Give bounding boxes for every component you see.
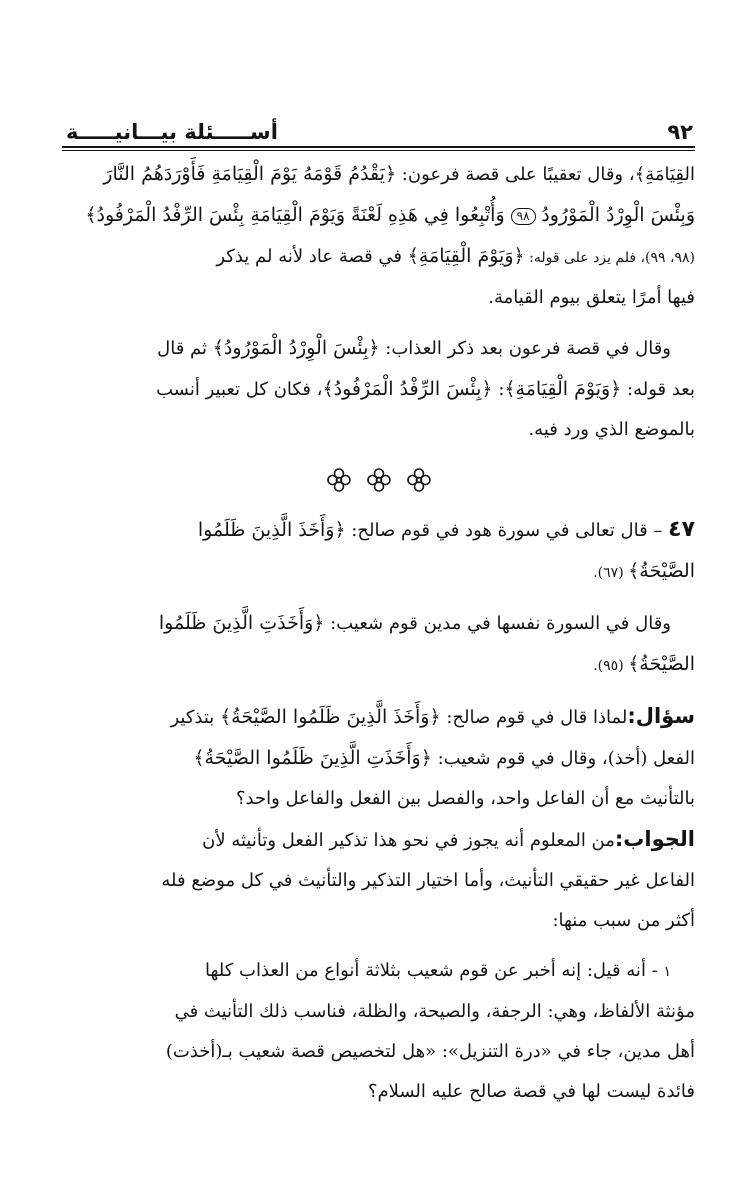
verse-number-marker: ٩٨ <box>511 208 536 225</box>
text-line: بالتأنيث مع أن الفاعل واحد، والفصل بين الفعل والفاعل واحد؟ <box>235 788 695 809</box>
header-rule-thin <box>62 150 695 151</box>
text-line: الفاعل غير حقيقي التأنيث، وأما اختيار التذكير والتأنيث في كل موضع فله <box>161 870 695 891</box>
text-line: فائدة ليست لها في قصة صالح عليه السلام؟ <box>367 1081 695 1102</box>
book-page <box>62 112 695 1112</box>
text-line: القِيَامَةِ﴾، وقال تعقيبًا على قصة فرعون: ﴿يَقْدُمُ قَوْمَهُ يَوْمَ الْقِيَامَةِ فَأَوْرَدَهُمُ النَّارَ <box>103 163 695 185</box>
quran-quote: ﴿وَيَوْمَ الْقِيَامَةِ﴾ <box>504 378 622 400</box>
text-line: الجواب:من المعلوم أنه يجوز في نحو هذا تذكير الفعل وتأنيثه لأن <box>202 827 695 851</box>
section-separator <box>62 450 695 510</box>
text-line: ٤٧ – قال تعالى في سورة هود في قوم صالح: ﴿وَأَخَذَ الَّذِينَ ظَلَمُوا <box>197 517 695 542</box>
quran-quote: وَبِئْسَ الْوِرْدُ الْمَوْرُودُ <box>541 204 695 226</box>
quran-quote: الصَّيْحَةُ﴾ <box>628 560 695 582</box>
page-header <box>62 112 695 146</box>
text-line: أكثر من سبب منها: <box>552 910 695 931</box>
quran-quote: ﴿بِئْسَ الْوِرْدُ الْمَوْرُودُ﴾ <box>212 337 380 359</box>
quran-quote: ﴿وَأَخَذَ الَّذِينَ ظَلَمُوا <box>197 519 346 541</box>
quran-quote: ﴿يَقْدُمُ قَوْمَهُ يَوْمَ الْقِيَامَةِ فَأَوْرَدَهُمُ النَّارَ <box>103 163 397 185</box>
text-line: سؤال:لماذا قال في قوم صالح: ﴿وَأَخَذَ الَّذِينَ ظَلَمُوا الصَّيْحَةُ﴾ بتذكير <box>170 704 695 728</box>
quran-quote: ﴿وَأَخَذَتِ الَّذِينَ ظَلَمُوا <box>158 612 325 634</box>
text-line: (٩٨، ٩٩)، فلم يزد على قوله: ﴿وَيَوْمَ الْقِيَامَةِ﴾ في قصة عاد لأنه لم يذكر <box>216 245 695 267</box>
quran-quote: ﴿وَيَوْمَ الْقِيَامَةِ﴾ <box>407 245 525 267</box>
text-line: الصَّيْحَةُ﴾ (٩٥). <box>593 653 695 675</box>
text-line: وقال في قصة فرعون بعد ذكر العذاب: ﴿بِئْسَ الْوِرْدُ الْمَوْرُودُ﴾ ثم قال <box>157 337 671 359</box>
quran-quote: ﴿وَأَخَذَ الَّذِينَ ظَلَمُوا الصَّيْحَةُ﴾ <box>220 706 441 728</box>
text-line: الصَّيْحَةُ﴾ (٦٧). <box>593 560 695 582</box>
question-label: سؤال: <box>627 704 695 728</box>
text-line: مؤنثة الألفاظ، وهي: الرجفة، والصيحة، والظلة، فناسب ذلك التأنيث في <box>174 1001 695 1022</box>
flower-ornament-icon <box>326 467 352 493</box>
quran-quote: وَأُتْبِعُوا فِي هَذِهِ لَعْنَةً وَيَوْمَ الْقِيَامَةِ بِئْسَ الرِّفْدُ الْمَرْفُودُ﴾ <box>85 204 511 226</box>
page-body <box>62 154 695 1112</box>
answer-label: الجواب: <box>614 827 695 851</box>
running-title: أســـــئلة بيـــانيـــــة <box>66 120 278 144</box>
quran-quote: ﴿بِئْسَ الرِّفْدُ الْمَرْفُودُ﴾ <box>322 378 493 400</box>
quran-quote: ﴿وَأَخَذَتِ الَّذِينَ ظَلَمُوا الصَّيْحَةُ﴾ <box>193 747 432 769</box>
flower-ornament-icon <box>366 467 392 493</box>
text-line: الفعل (أخذ)، وقال في قوم شعيب: ﴿وَأَخَذَتِ الَّذِينَ ظَلَمُوا الصَّيْحَةُ﴾ <box>193 747 695 769</box>
question-number: ٤٧ <box>668 517 695 542</box>
header-rule <box>62 146 695 148</box>
text-line: بالموضع الذي ورد فيه. <box>528 419 695 440</box>
flower-ornament-icon <box>406 467 432 493</box>
text-line: وقال في السورة نفسها في مدين قوم شعيب: ﴿وَأَخَذَتِ الَّذِينَ ظَلَمُوا <box>158 612 671 634</box>
quran-quote: الصَّيْحَةُ﴾ <box>628 653 695 675</box>
text-line: ١ - أنه قيل: إنه أخبر عن قوم شعيب بثلاثة أنواع من العذاب كلها <box>204 960 671 981</box>
page-number: ٩٢ <box>667 120 693 144</box>
text-line: بعد قوله: ﴿وَيَوْمَ الْقِيَامَةِ﴾: ﴿بِئْسَ الرِّفْدُ الْمَرْفُودُ﴾، فكان كل تعبير أنسب <box>156 378 695 400</box>
text-line: أهل مدين، جاء في «درة التنزيل»: «هل لتخصيص قصة شعيب بـ(أخذت) <box>165 1041 695 1062</box>
text-line <box>62 195 695 236</box>
text-line: فيها أمرًا يتعلق بيوم القيامة. <box>488 287 695 308</box>
